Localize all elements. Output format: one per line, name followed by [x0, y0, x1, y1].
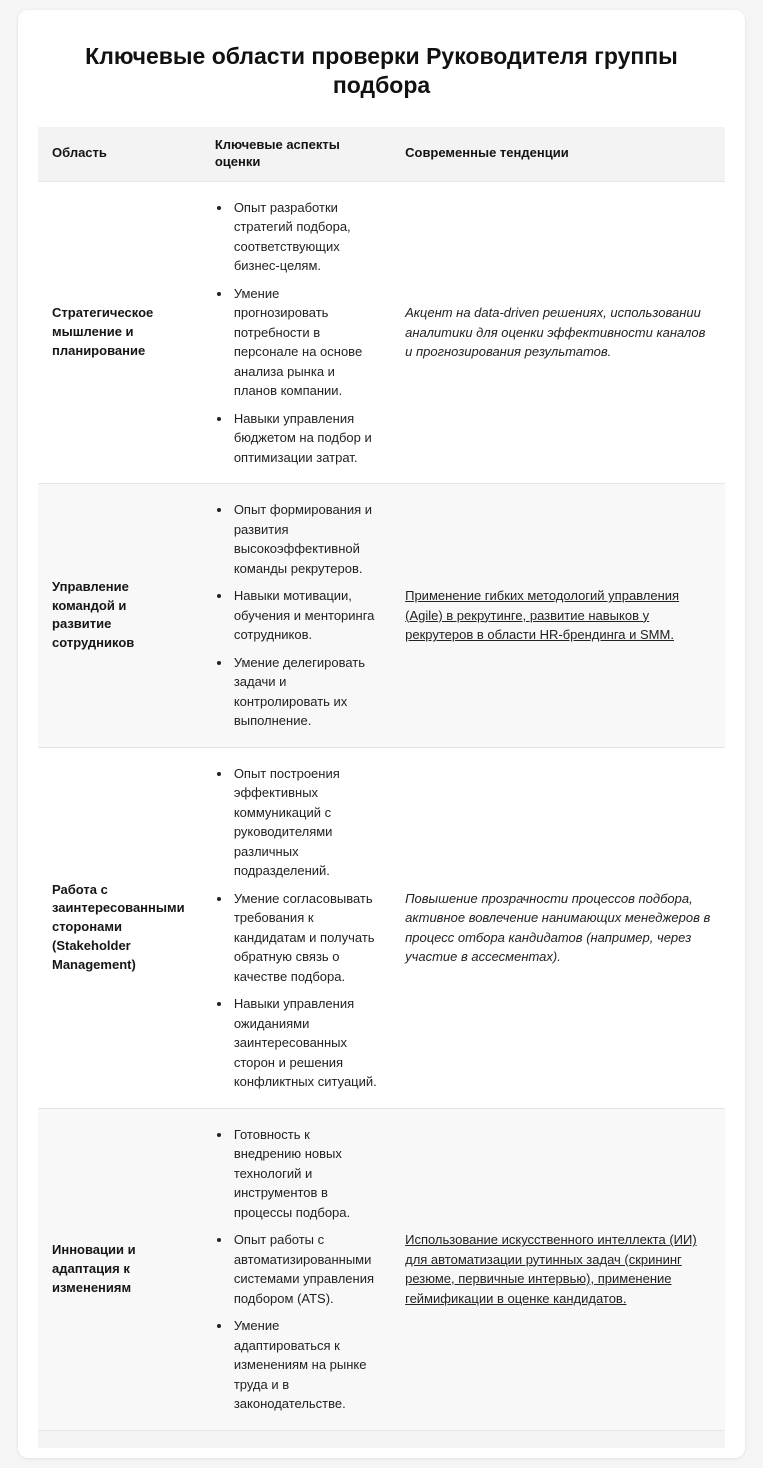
area-cell: Управление командой и развитие сотрудников [38, 484, 201, 748]
table-body [38, 181, 725, 1448]
aspect-item: • Умение прогнозировать потребности в персонале на основе анализа рынка и планов компании. [232, 284, 377, 401]
table-row [38, 747, 725, 1108]
header-trends: Современные тенденции [391, 127, 725, 181]
header-aspects: Ключевые аспекты оценки [201, 127, 391, 181]
aspects-list [215, 198, 377, 468]
empty-footer-cell [38, 1430, 725, 1448]
trend-cell: Использование искусственного интеллекта (ИИ) для автоматизации рутинных задач (скрининг резюме, первичные интервью), применение геймификации в оценке кандидатов. [391, 1108, 725, 1430]
table-row [38, 484, 725, 748]
aspect-item: • Умение делегировать задачи и контролировать их выполнение. [232, 653, 377, 731]
aspects-cell [201, 181, 391, 484]
aspects-cell [201, 747, 391, 1108]
aspect-item: • Опыт формирования и развития высокоэффективной команды рекрутеров. [232, 500, 377, 578]
aspect-item: • Умение согласовывать требования к кандидатам и получать обратную связь о качестве подбора. [232, 889, 377, 987]
aspects-cell [201, 1108, 391, 1430]
area-cell: Стратегическое мышление и планирование [38, 181, 201, 484]
trend-cell: Акцент на data-driven решениях, использовании аналитики для оценки эффективности каналов и прогнозирования результатов. [391, 181, 725, 484]
aspect-item: • Опыт разработки стратегий подбора, соответствующих бизнес-целям. [232, 198, 377, 276]
aspect-item: • Навыки управления ожиданиями заинтересованных сторон и решения конфликтных ситуаций. [232, 994, 377, 1092]
content-card [18, 10, 745, 1458]
aspect-item: • Умение адаптироваться к изменениям на рынке труда и в законодательстве. [232, 1316, 377, 1414]
aspect-item: • Навыки управления бюджетом на подбор и оптимизации затрат. [232, 409, 377, 468]
assessment-table [38, 127, 725, 1448]
table-row [38, 1108, 725, 1430]
area-cell: Инновации и адаптация к изменениям [38, 1108, 201, 1430]
aspects-list [215, 1125, 377, 1414]
table-row [38, 181, 725, 484]
aspects-list [215, 500, 377, 731]
aspects-cell [201, 484, 391, 748]
page-title: Ключевые области проверки Руководителя группы подбора [85, 43, 678, 99]
empty-footer-row [38, 1430, 725, 1448]
aspect-item: • Опыт работы с автоматизированными системами управления подбором (ATS). [232, 1230, 377, 1308]
header-row [38, 127, 725, 181]
trend-cell: Повышение прозрачности процессов подбора, активное вовлечение нанимающих менеджеров в процесс отбора кандидатов (например, через участие в ассесментах). [391, 747, 725, 1108]
aspect-item: • Навыки мотивации, обучения и менторинга сотрудников. [232, 586, 377, 645]
area-cell: Работа с заинтересованными сторонами (Stakeholder Management) [38, 747, 201, 1108]
aspect-item: • Готовность к внедрению новых технологий и инструментов в процессы подбора. [232, 1125, 377, 1223]
trend-cell: Применение гибких методологий управления (Agile) в рекрутинге, развитие навыков у рекрутеров в области HR-брендинга и SMM. [391, 484, 725, 748]
header-area: Область [38, 127, 201, 181]
aspects-list [215, 764, 377, 1092]
table-header [38, 127, 725, 181]
aspect-item: • Опыт построения эффективных коммуникаций с руководителями различных подразделений. [232, 764, 377, 881]
